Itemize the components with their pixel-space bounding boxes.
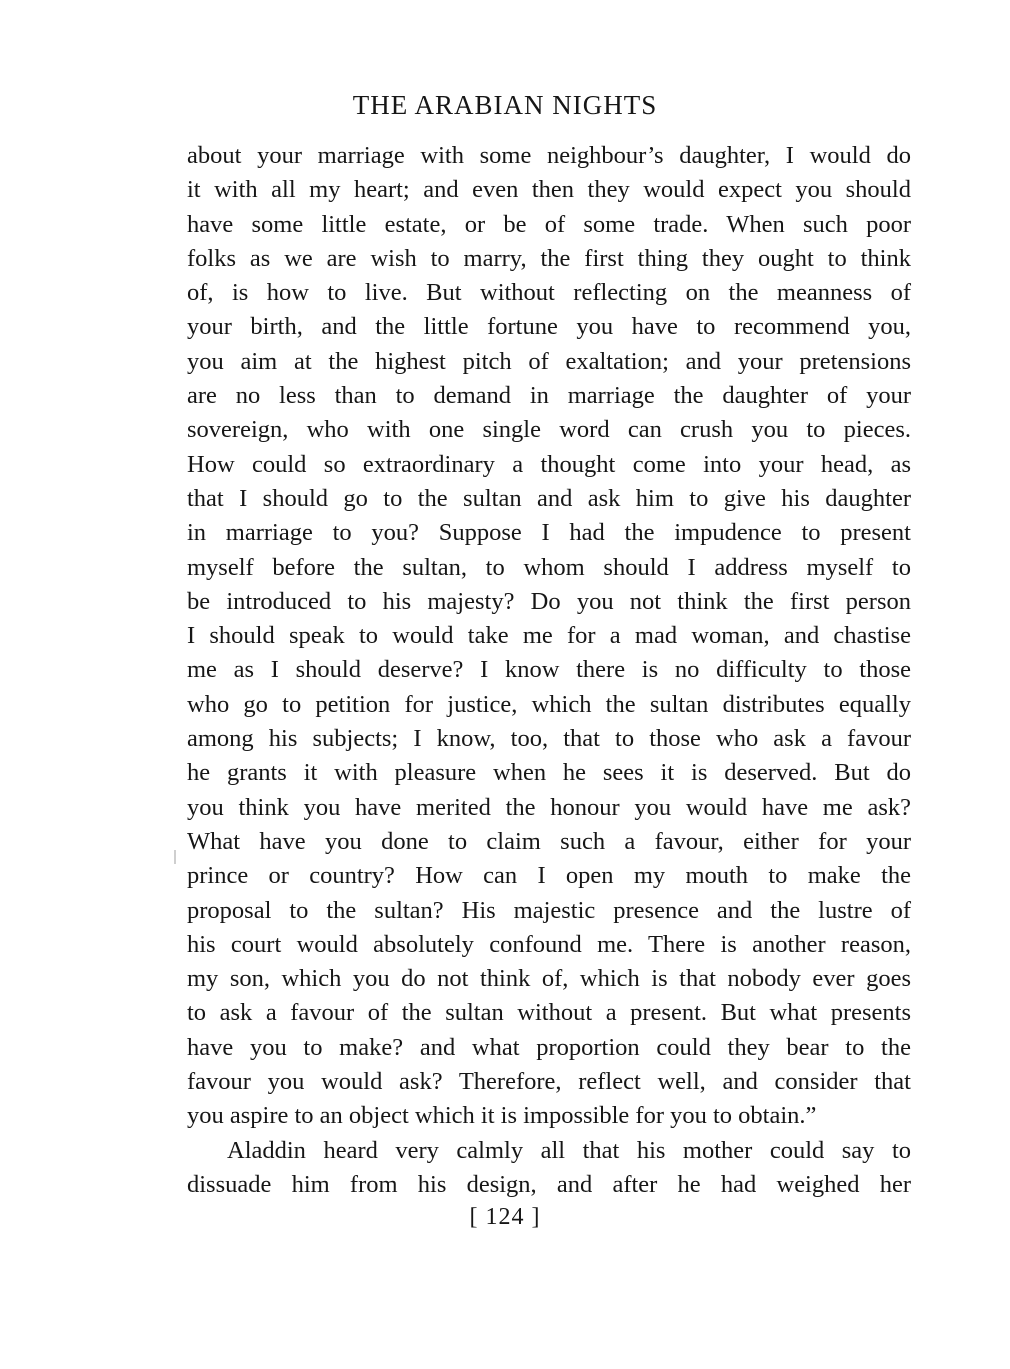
text-line: his court would absolutely confound me. There is another reason,	[187, 930, 911, 958]
body-text	[187, 139, 911, 1202]
text-line: among his subjects; I know, too, that to those who ask a favour	[187, 725, 911, 753]
text-line: How could so extraordinary a thought come into your head, as	[187, 450, 911, 478]
text-line: about your marriage with some neighbour’s daughter, I would do	[187, 142, 911, 169]
text-line: prince or country? How can I open my mouth to make the	[187, 862, 911, 890]
text-line: are no less than to demand in marriage the daughter of your	[187, 382, 911, 410]
text-line: be introduced to his majesty? Do you not think the first person	[187, 587, 911, 615]
text-line: proposal to the sultan? His majestic presence and the lustre of	[187, 896, 911, 924]
text-line-paragraph-start: Aladdin heard very calmly all that his mother could say to	[227, 1136, 911, 1164]
text-line: he grants it with pleasure when he sees it is deserved. But do	[187, 759, 911, 787]
running-head: THE ARABIAN NIGHTS	[352, 90, 658, 120]
text-line: to ask a favour of the sultan without a present. But what presents	[187, 999, 911, 1027]
text-line: have some little estate, or be of some trade. When such poor	[187, 210, 911, 238]
text-line: you think you have merited the honour you would have me ask?	[187, 793, 911, 821]
text-line: of, is how to live. But without reflecting on the meanness of	[187, 279, 911, 307]
page-number: [ 124 ]	[469, 1204, 541, 1230]
text-line: folks as we are wish to marry, the first thing they ought to think	[187, 244, 911, 272]
margin-speck	[174, 850, 176, 864]
text-line: dissuade him from his design, and after he had weighed her	[187, 1170, 911, 1198]
text-line-paragraph-end: you aspire to an object which it is impossible for you to obtain.”	[187, 1102, 817, 1130]
text-line: me as I should deserve? I know there is no difficulty to those	[187, 656, 911, 684]
text-line: have you to make? and what proportion could they bear to the	[187, 1033, 911, 1061]
text-line: that I should go to the sultan and ask him to give his daughter	[187, 484, 911, 512]
text-line: favour you would ask? Therefore, reflect well, and consider that	[187, 1068, 911, 1096]
text-line: you aim at the highest pitch of exaltation; and your pretensions	[187, 347, 911, 375]
text-line: sovereign, who with one single word can crush you to pieces.	[187, 416, 911, 444]
text-line: your birth, and the little fortune you have to recommend you,	[187, 313, 911, 341]
text-line: in marriage to you? Suppose I had the impudence to present	[187, 519, 911, 547]
text-line: who go to petition for justice, which the sultan distributes equally	[187, 690, 911, 718]
text-line: I should speak to would take me for a mad woman, and chastise	[187, 622, 911, 650]
text-line: myself before the sultan, to whom should I address myself to	[187, 553, 911, 581]
text-line: my son, which you do not think of, which is that nobody ever goes	[187, 965, 911, 993]
text-line: What have you done to claim such a favour, either for your	[187, 827, 911, 855]
text-line: it with all my heart; and even then they would expect you should	[187, 176, 911, 204]
